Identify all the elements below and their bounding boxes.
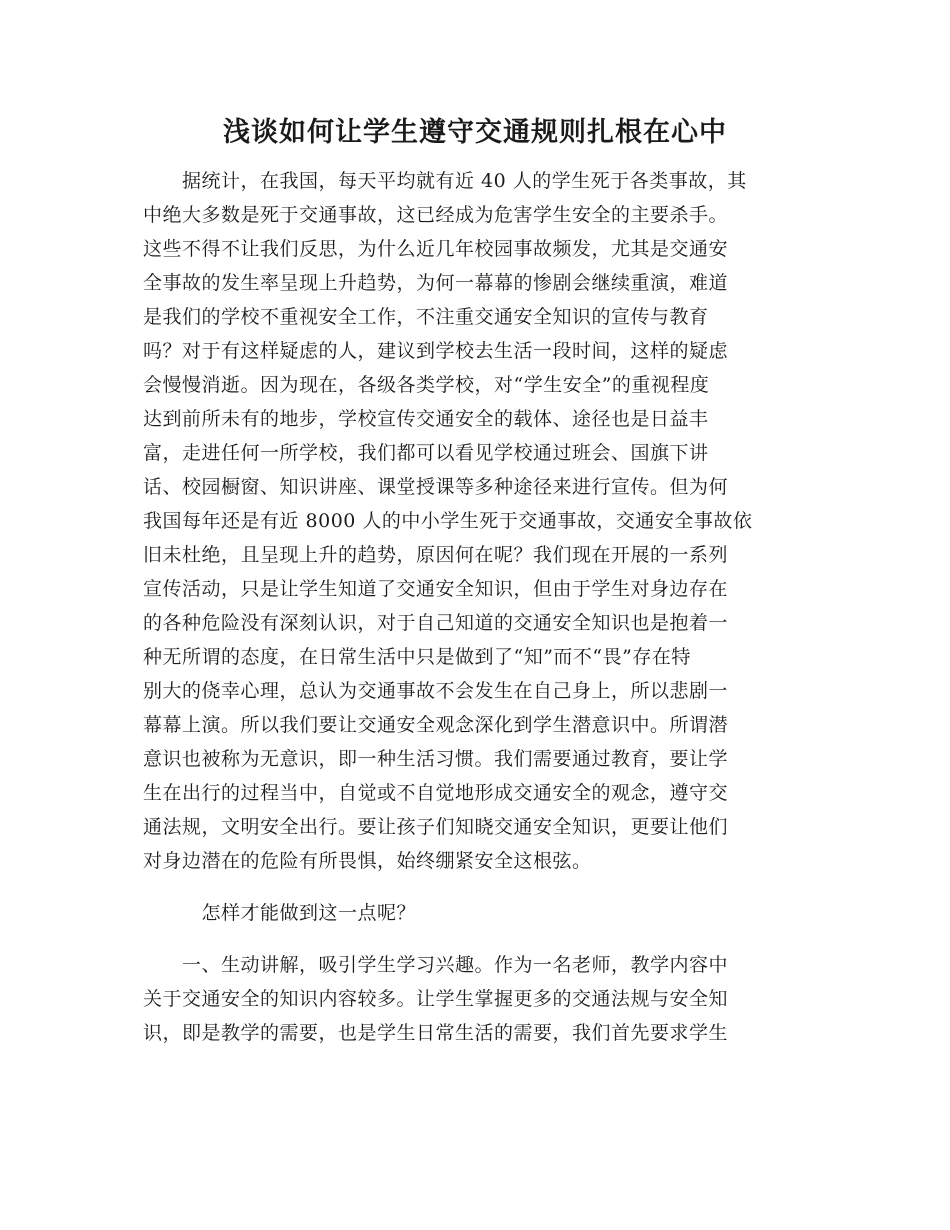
paragraph-line: 对身边潜在的危险有所畏惧，始终绷紧安全这根弦。 — [143, 850, 592, 872]
paragraph-line: 生在出行的过程当中，自觉或不自觉地形成交通安全的观念，遵守交 — [143, 782, 729, 804]
paragraph-line: 幕幕上演。所以我们要让交通安全观念深化到学生潜意识中。所谓潜 — [143, 714, 729, 736]
paragraph-line: 的各种危险没有深刻认识，对于自己知道的交通安全知识也是抱着一 — [143, 612, 729, 634]
paragraph-line: 全事故的发生率呈现上升趋势，为何一幕幕的惨剧会继续重演，难道 — [143, 272, 729, 294]
question-line: 怎样才能做到这一点呢？ — [143, 902, 417, 924]
paragraph-line: 中绝大多数是死于交通事故，这已经成为危害学生安全的主要杀手。 — [143, 204, 729, 226]
paragraph-line: 意识也被称为无意识，即一种生活习惯。我们需要通过教育，要让学 — [143, 748, 729, 770]
paragraph-line: 是我们的学校不重视安全工作，不注重交通安全知识的宣传与教育 — [143, 306, 709, 328]
section-line: 一、生动讲解，吸引学生学习兴趣。作为一名老师，教学内容中 — [143, 954, 729, 976]
document-title: 浅谈如何让学生遵守交通规则扎根在心中 — [223, 117, 727, 148]
paragraph-line: 会慢慢消逝。因为现在，各级各类学校，对“学生安全”的重视程度 — [143, 374, 710, 396]
paragraph-line: 富，走进任何一所学校，我们都可以看见学校通过班会、国旗下讲 — [143, 442, 709, 464]
paragraph-line: 吗？对于有这样疑虑的人，建议到学校去生活一段时间，这样的疑虑 — [143, 340, 729, 362]
paragraph-line: 达到前所未有的地步，学校宣传交通安全的载体、途径也是日益丰 — [143, 408, 709, 430]
paragraph-gap — [143, 878, 813, 896]
paragraph-line: 通法规，文明安全出行。要让孩子们知晓交通安全知识，更要让他们 — [143, 816, 729, 838]
paragraph-gap — [143, 930, 813, 948]
paragraph-line: 别大的侥幸心理，总认为交通事故不会发生在自己身上，所以悲剧一 — [143, 680, 729, 702]
paragraph-line: 话、校园橱窗、知识讲座、课堂授课等多种途径来进行宣传。但为何 — [143, 476, 729, 498]
paragraph-line: 种无所谓的态度，在日常生活中只是做到了“知”而不“畏”存在特 — [143, 646, 691, 668]
paragraph-line: 宣传活动，只是让学生知道了交通安全知识，但由于学生对身边存在 — [143, 578, 729, 600]
document-body — [143, 164, 813, 1050]
section-line: 关于交通安全的知识内容较多。让学生掌握更多的交通法规与安全知 — [143, 988, 729, 1010]
paragraph-line: 我国每年还是有近 8000 人的中小学生死于交通事故，交通安全事故依 — [143, 510, 753, 532]
paragraph-line: 据统计，在我国，每天平均就有近 40 人的学生死于各类事故，其 — [143, 170, 747, 192]
section-line: 识，即是教学的需要，也是学生日常生活的需要，我们首先要求学生 — [143, 1022, 729, 1044]
paragraph-line: 旧未杜绝，且呈现上升的趋势，原因何在呢？我们现在开展的一系列 — [143, 544, 729, 566]
paragraph-line: 这些不得不让我们反思，为什么近几年校园事故频发，尤其是交通安 — [143, 238, 729, 260]
